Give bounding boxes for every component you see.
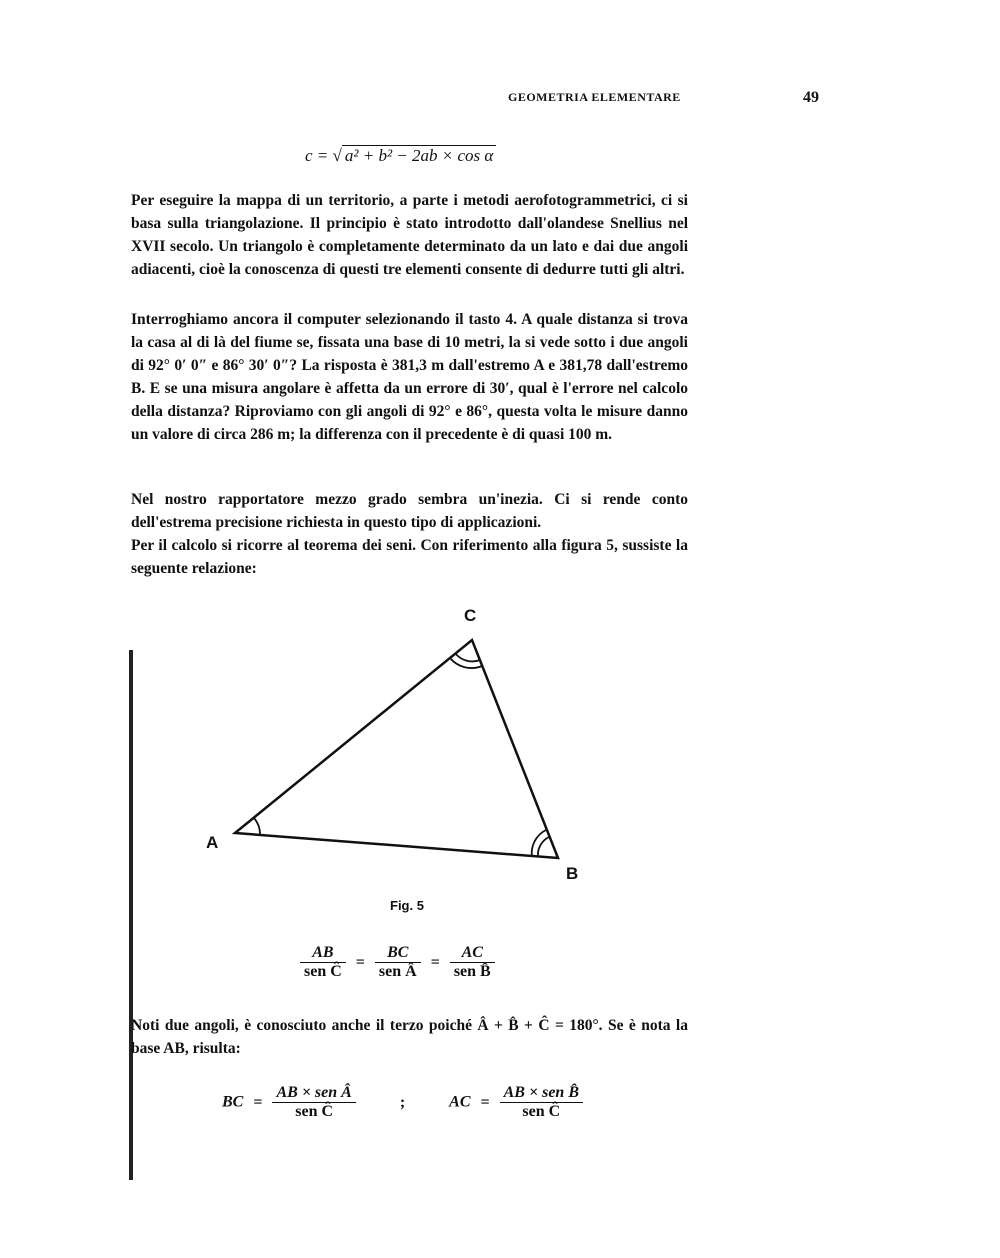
bc-lhs: BC	[222, 1093, 244, 1111]
formula-lhs: c =	[305, 146, 329, 165]
ac-lhs: AC	[449, 1093, 471, 1111]
paragraph-computer-query: Interroghiamo ancora il computer selezionando il tasto 4. A quale distanza si trova la casa al di là del fiume se, fissata una base di 10 metri, la si vede sotto i due angoli di 92° 0′ 0″ e 86° 30′ 0″? La risposta è 381,3 m dall'estremo A e 381,78 dall'estremo B. E se una misura angolare è affetta da un errore di 30′, qual è l'errore nel calcolo della distanza? Riproviamo con gli angoli di 92° e 86°, questa volta le misure danno un valore di circa 286 m; la differenza con il precedente è di quasi 100 m.	[131, 311, 688, 443]
margin-scan-bar	[129, 650, 133, 1180]
angle-arc-c-outer	[450, 658, 482, 668]
triangle-abc	[235, 640, 558, 858]
paragraph-law-of-sines-intro: Per il calcolo si ricorre al teorema dei seni. Con riferimento alla figura 5, sussiste la seguente relazione:	[131, 537, 688, 577]
radical-sign: √	[332, 146, 342, 165]
angle-arc-c-inner	[455, 653, 480, 661]
angle-arc-a	[254, 818, 260, 835]
cosine-law-formula	[305, 146, 496, 166]
fraction-bc: $\frac{BC}{\text{sen Â}}$	[375, 944, 421, 981]
law-of-sines-formula: $\frac{AB}{\text{sen Ĉ}}$ = $\frac{BC}{\text{sen Â}}$ = $\frac{AC}{\text{sen B̂}}$	[300, 944, 495, 981]
ac-fraction: $\frac{\text{AB × sen B̂}}{\text{sen Ĉ}}$	[500, 1084, 583, 1121]
vertex-label-b: B	[566, 864, 579, 883]
paragraph-triangulation: Per eseguire la mappa di un territorio, a parte i metodi aerofotogrammetrici, ci si basa sulla triangolazione. Il principio è stato introdotto dall'olandese Snellius nel XVII secolo. Un triangolo è completamente determinato da un lato e dai due angoli adiacenti, cioè la conoscenza di questi tre elementi consente di dedurre tutti gli altri.	[131, 192, 688, 278]
paragraph-known-angles: Noti due angoli, è conosciuto anche il terzo poiché Â + B̂ + Ĉ = 180°. Se è nota la base AB, risulta:	[131, 1017, 688, 1057]
running-head: GEOMETRIA ELEMENTARE	[508, 90, 681, 104]
fraction-ab: $\frac{AB}{\text{sen Ĉ}}$	[300, 944, 346, 981]
figure-caption: Fig. 5	[390, 898, 424, 913]
vertex-label-c: C	[464, 606, 477, 625]
angle-arc-b-inner	[538, 837, 549, 857]
page-number: 49	[803, 89, 819, 106]
vertex-label-a: A	[206, 833, 219, 852]
fraction-ac: $\frac{AC}{\text{sen B̂}}$	[450, 944, 495, 981]
bc-fraction: $\frac{\text{AB × sen Â}}{\text{sen Ĉ}}$	[272, 1084, 355, 1121]
side-formulas: BC = $\frac{\text{AB × sen Â}}{\text{sen Ĉ}}$ ; AC = $\frac{\text{AB × sen B̂}}{\text{sen Ĉ}}$	[222, 1084, 583, 1121]
paragraph-precision: Nel nostro rapportatore mezzo grado sembra un'inezia. Ci si rende conto dell'estrema precisione richiesta in questo tipo di applicazioni.	[131, 491, 688, 531]
triangle-figure	[190, 600, 610, 900]
formula-radicand: a² + b² − 2ab × cos α	[342, 145, 496, 165]
formula-separator: ;	[399, 1093, 406, 1111]
